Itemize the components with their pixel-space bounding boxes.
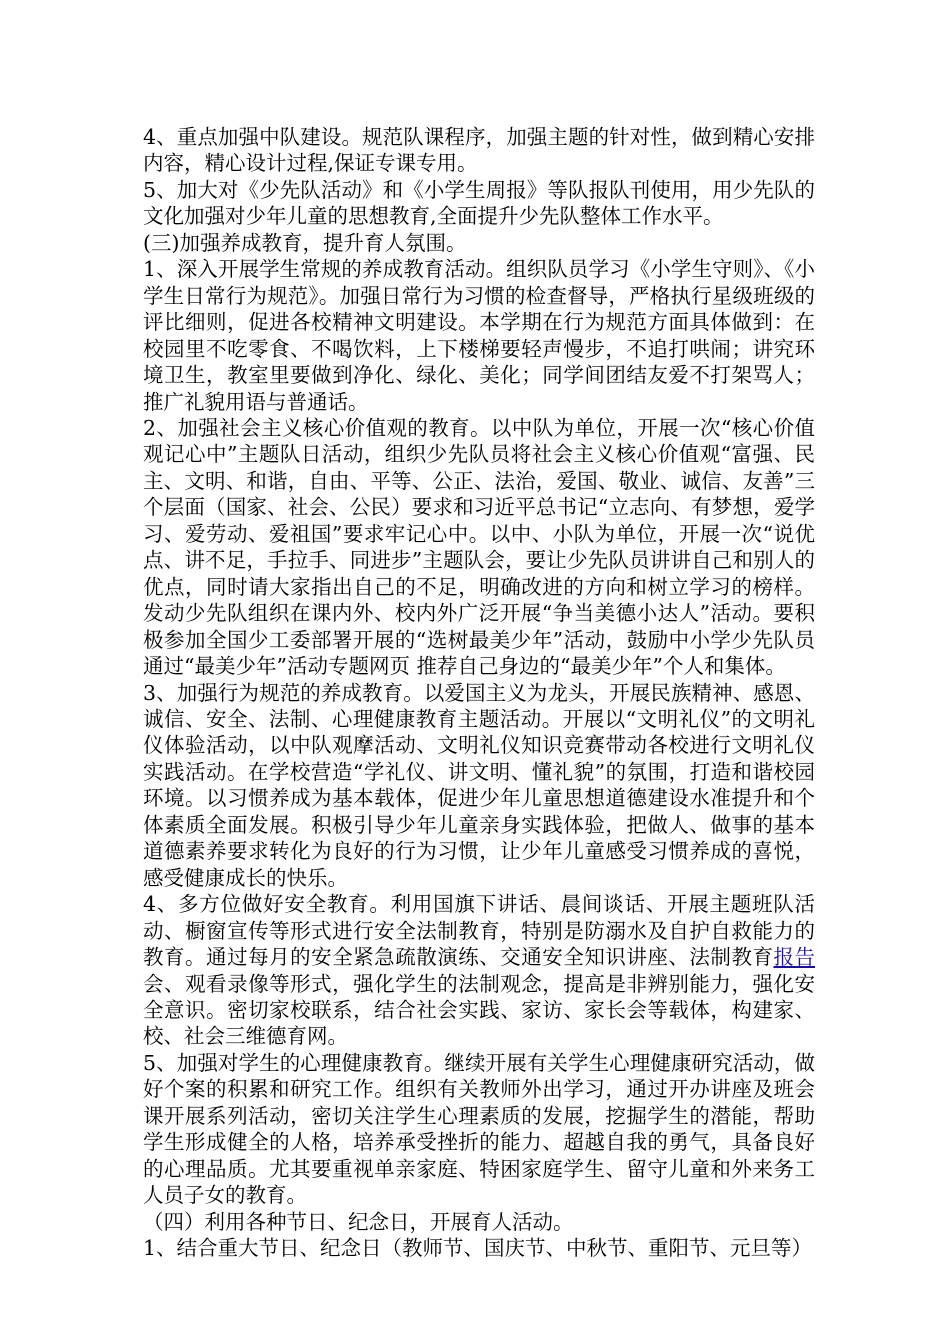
document-body <box>143 124 815 1261</box>
paragraph-mental-health: 5、加强对学生的心理健康教育。继续开展有关学生心理健康研究活动，做好个案的积累和研究工作。组织有关教师外出学习，通过开办讲座及班会课开展系列活动，密切关注学生心理素质的发展，挖掘学生的潜能，帮助学生形成健全的人格，培养承受挫折的能力、超越自我的勇气，具备良好的心理品质。尤其要重视单亲家庭、特困家庭学生、留守儿童和外来务工人员子女的教育。 <box>143 1050 815 1208</box>
section-heading-festivals: （四）利用各种节日、纪念日，开展育人活动。 <box>143 1209 574 1234</box>
section-heading-habit-education: (三)加强养成教育，提升育人氛围。 <box>143 230 467 255</box>
paragraph-behavior-norms: 3、加强行为规范的养成教育。以爱国主义为龙头，开展民族精神、感恩、诚信、安全、法制、心理健康教育主题活动。开展以“文明礼仪”的文明礼仪体验活动，以中队观摩活动、文明礼仪知识竞赛带动各校进行文明礼仪实践活动。在学校营造“学礼仪、讲文明、懂礼貌”的氛围，打造和谐校园环境。以习惯养成为基本载体，促进少年儿童思想道德建设水准提升和个体素质全面发展。积极引导少年儿童亲身实践体验，把做人、做事的基本道德素养要求转化为良好的行为习惯，让少年儿童感受习惯养成的喜悦，感受健康成长的快乐。 <box>143 680 815 890</box>
paragraph-festivals: 1、结合重大节日、纪念日（教师节、国庆节、中秋节、重阳节、元旦等） <box>143 1236 813 1261</box>
paragraph-publications: 5、加大对《少先队活动》和《小学生周报》等队报队刊使用，用少先队的文化加强对少年儿童的思想教育,全面提升少先队整体工作水平。 <box>143 177 815 229</box>
paragraph-squadron-building: 4、重点加强中队建设。规范队课程序，加强主题的针对性，做到精心安排内容，精心设计过程,保证专课专用。 <box>143 125 815 176</box>
safety-text-after: 会、观看录像等形式，强化学生的法制观念，提高是非辨别能力，强化安全意识。密切家校联系，结合社会实践、家访、家长会等载体，构建家、校、社会三维德育网。 <box>143 971 815 1049</box>
paragraph-core-values: 2、加强社会主义核心价值观的教育。以中队为单位，开展一次“核心价值观记心中”主题队日活动，组织少先队员将社会主义核心价值观“富强、民主、文明、和谐，自由、平等、公正、法治，爱国、敬业、诚信、友善”三个层面（国家、社会、公民）要求和习近平总书记“立志向、有梦想，爱学习、爱劳动、爱祖国”要求牢记心中。以中、小队为单位，开展一次“说优点、讲不足，手拉手、同进步”主题队会，要让少先队员讲讲自己和别人的优点，同时请大家指出自己的不足，明确改进的方向和树立学习的榜样。发动少先队组织在课内外、校内外广泛开展“争当美德小达人”活动。要积极参加全国少工委部署开展的“选树最美少年”活动，鼓励中小学少先队员通过“最美少年”活动专题网页 推荐自己身边的“最美少年”个人和集体。 <box>143 415 815 679</box>
paragraph-safety-education <box>143 891 815 1050</box>
safety-text-before: 4、多方位做好安全教育。利用国旗下讲话、晨间谈话、开展主题班队活动、橱窗宣传等形式进行安全法制教育，特别是防溺水及自护自救能力的教育。通过每月的安全紧急疏散演练、交通安全知识讲座、法制教育 <box>143 892 815 970</box>
report-link[interactable]: 报告 <box>773 945 816 970</box>
paragraph-routine-education: 1、深入开展学生常规的养成教育活动。组织队员学习《小学生守则》、《小学生日常行为规范》。加强日常行为习惯的检查督导，严格执行星级班级的评比细则，促进各校精神文明建设。本学期在行为规范方面具体做到：在校园里不吃零食、不喝饮料，上下楼梯要轻声慢步，不追打哄闹；讲究环境卫生，教室里要做到净化、绿化、美化；同学间团结友爱不打架骂人；推广礼貌用语与普通话。 <box>143 257 815 414</box>
